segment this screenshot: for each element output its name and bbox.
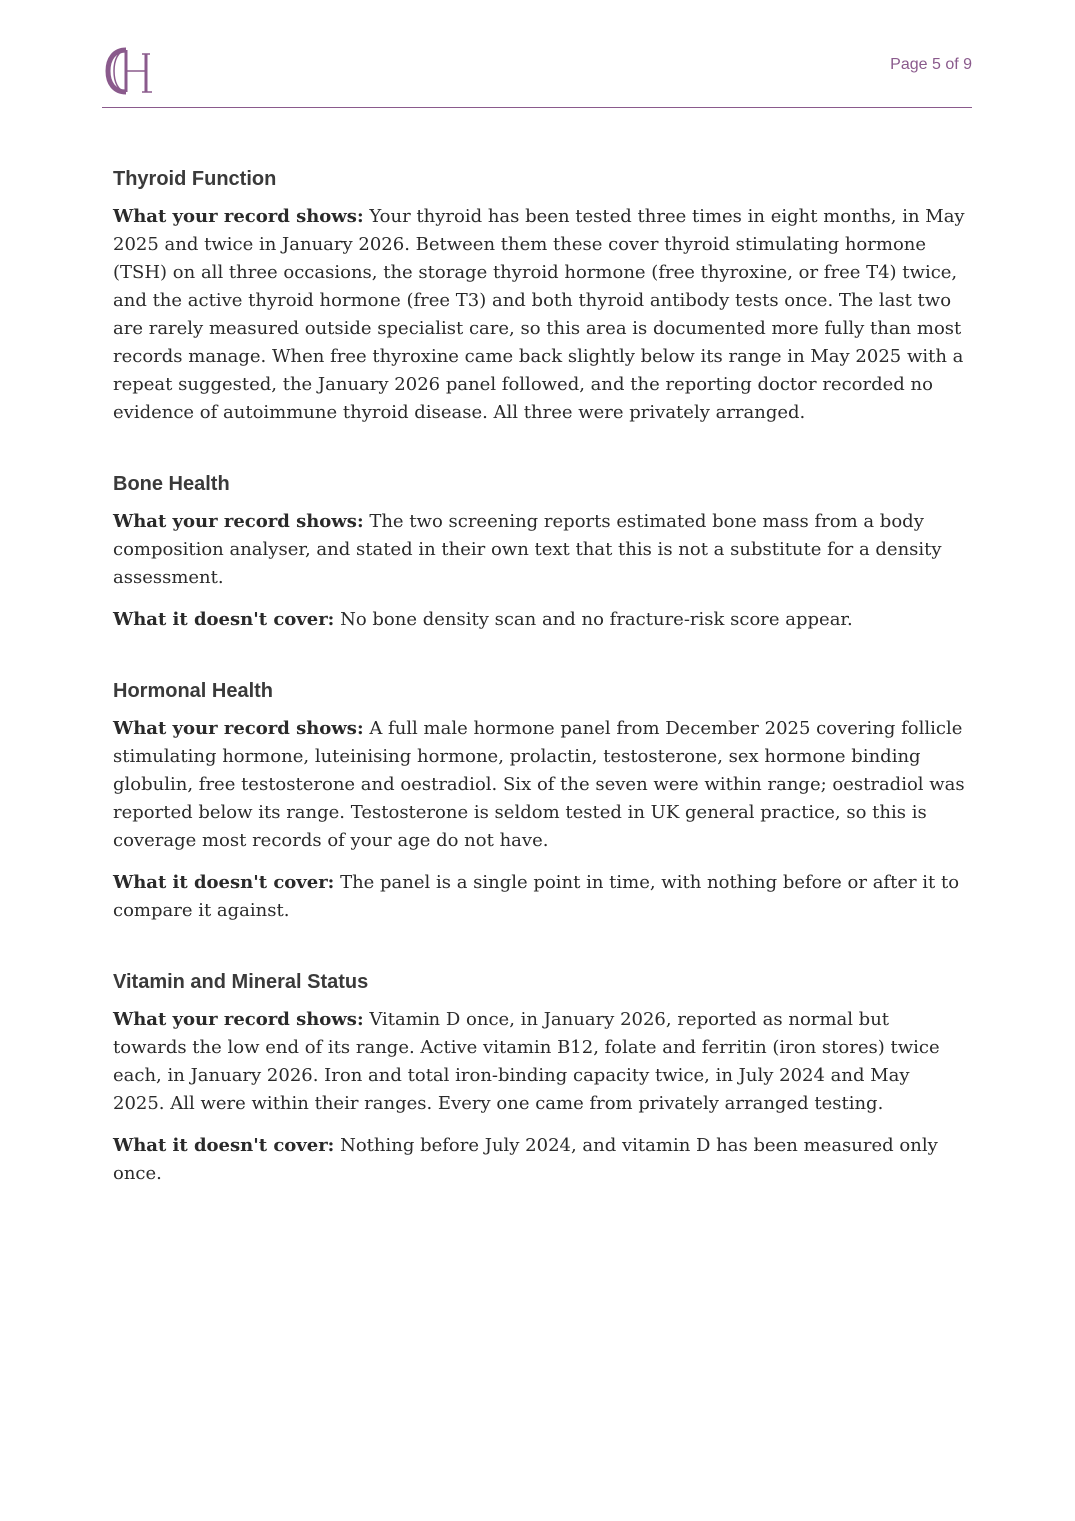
paragraph-text: The two screening reports estimated bone mass from a body composition analyser, and stated in their own text that this is not a substitute for a density assessment. bbox=[113, 511, 942, 588]
paragraph-text: Your thyroid has been tested three times in eight months, in May 2025 and twice in January 2026. Between them these cover thyroid stimulating hormone (TSH) on all three occasions, the storage thyroid hormone (free thyroxine, or free T4) twice, and the active thyroid hormone (free T3) and both thyroid antibody tests once. The last two are rarely measured outside specialist care, so this area is documented more fully than most records manage. When free thyroxine came back slightly below its range in May 2025 with a repeat suggested, the January 2026 panel followed, and the reporting doctor recorded no evidence of autoimmune thyroid disease. All three were privately arranged. bbox=[113, 206, 965, 423]
section-title: Bone Health bbox=[113, 473, 230, 495]
paragraph-lead: What it doesn't cover: bbox=[113, 872, 335, 893]
paragraph-lead: What your record shows: bbox=[113, 511, 364, 532]
paragraph-lead: What your record shows: bbox=[113, 718, 364, 739]
section-bone-health bbox=[113, 471, 965, 634]
ch-monogram-logo bbox=[104, 46, 160, 96]
paragraph-text: Vitamin D once, in January 2026, reported as normal but towards the low end of its range. Active vitamin B12, folate and ferritin (iron stores) twice each, in January 2026. Iron and total iron-binding capacity twice, in July 2024 and May 2025. All were within their ranges. Every one came from privately arranged testing. bbox=[113, 1009, 940, 1114]
section-paragraph bbox=[113, 715, 965, 855]
section-paragraph bbox=[113, 869, 965, 925]
paragraph-lead: What your record shows: bbox=[113, 1009, 364, 1030]
section-title: Thyroid Function bbox=[113, 168, 277, 190]
section-paragraph bbox=[113, 606, 965, 634]
page-number: Page 5 of 9 bbox=[890, 56, 972, 73]
paragraph-lead: What your record shows: bbox=[113, 206, 364, 227]
section-thyroid-function bbox=[113, 166, 965, 427]
section-hormonal-health bbox=[113, 678, 965, 925]
paragraph-lead: What it doesn't cover: bbox=[113, 609, 335, 630]
paragraph-text: A full male hormone panel from December 2025 covering follicle stimulating hormone, luteinising hormone, prolactin, testosterone, sex hormone binding globulin, free testosterone and oestradiol. Six of the seven were within range; oestradiol was reported below its range. Testosterone is seldom tested in UK general practice, so this is coverage most records of your age do not have. bbox=[113, 718, 965, 851]
section-paragraph bbox=[113, 508, 965, 592]
paragraph-text: The panel is a single point in time, with nothing before or after it to compare it against. bbox=[113, 872, 960, 921]
section-paragraph bbox=[113, 203, 965, 427]
section-paragraph bbox=[113, 1006, 965, 1118]
page-header bbox=[102, 44, 972, 108]
report-content bbox=[113, 166, 965, 1232]
section-vitamin-mineral-status bbox=[113, 969, 965, 1188]
paragraph-text: Nothing before July 2024, and vitamin D has been measured only once. bbox=[113, 1135, 938, 1184]
section-title: Vitamin and Mineral Status bbox=[113, 971, 369, 993]
paragraph-lead: What it doesn't cover: bbox=[113, 1135, 335, 1156]
paragraph-text: No bone density scan and no fracture-risk score appear. bbox=[340, 609, 853, 630]
section-title: Hormonal Health bbox=[113, 680, 274, 702]
section-paragraph bbox=[113, 1132, 965, 1188]
